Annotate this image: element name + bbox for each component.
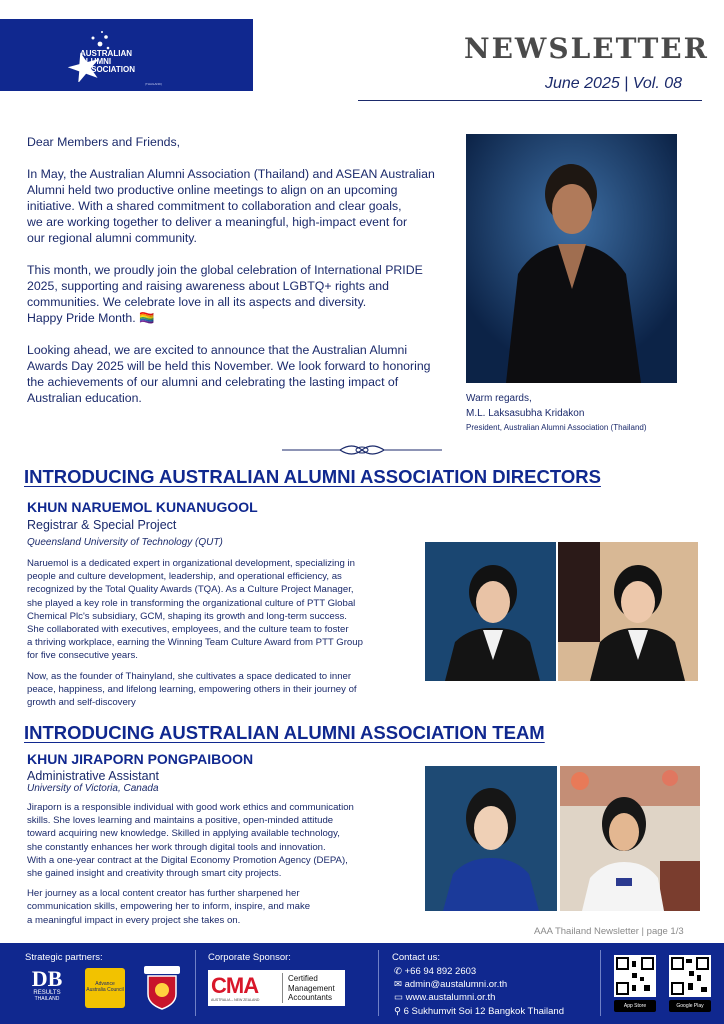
team-member-bio <box>27 801 402 927</box>
bio-line: Chemical Plc's subsidiary, GCM, shaping its growth and long-term success. <box>27 610 347 622</box>
logo-subtitle: (THAILAND) <box>145 82 162 86</box>
web-icon: ▭ <box>394 992 403 1004</box>
phone-number: +66 94 892 2603 <box>404 966 477 977</box>
bio-line: for five consecutive years. <box>27 650 138 662</box>
bio-line: a meaningful impact in every project she takes on. <box>27 914 241 926</box>
bio-line: recognized by the Total Quality Awards (TQA). As a Culture Project Manager, <box>27 584 354 596</box>
footer-divider <box>378 950 379 1016</box>
team-member-role: Administrative Assistant <box>27 769 159 783</box>
director-photo-2 <box>558 542 698 681</box>
cma-mark-sub: AUSTRALIA – NEW ZEALAND <box>211 998 260 1002</box>
team-photo-1 <box>425 766 557 911</box>
newsletter-title: NEWSLETTER <box>464 32 709 65</box>
letter-line: Alumni held two productive online meetings to align on an upcoming <box>27 183 398 197</box>
phone-icon: ✆ <box>394 966 402 977</box>
bio-line: toward acquiring new knowledge. Skilled in applying available technology, <box>27 828 340 840</box>
cma-mark: CMA <box>211 973 259 998</box>
cma-text-line: Certified <box>288 974 318 983</box>
db-logo-sub2: THAILAND <box>34 996 60 1002</box>
letter-line: Awards Day 2025 will be held this November. We look forward to honoring <box>27 359 431 373</box>
db-logo-mark: DB <box>31 966 63 991</box>
letter-line: we are working together to deliver a meaningful, high-impact event for <box>27 215 408 229</box>
address-row <box>394 1005 564 1018</box>
db-logo-sub: RESULTS <box>33 990 61 996</box>
president-photo <box>466 134 677 383</box>
bio-line: communication skills, empowering her to inform, inspire, and make <box>27 901 311 913</box>
website: www.austalumni.or.th <box>405 992 496 1004</box>
director-name: KHUN NARUEMOL KUNANUGOOL <box>27 499 258 515</box>
web-row[interactable] <box>394 991 564 1004</box>
bio-line: With a one-year contract at the Digital Economy Promotion Agency (DEPA), <box>27 854 348 866</box>
director-university: Queensland University of Technology (QUT) <box>27 537 223 548</box>
signer-name: M.L. Laksasubha Kridakon <box>466 408 585 419</box>
qr-code-icon[interactable] <box>614 955 656 997</box>
bio-line: She collaborated with executives, employees, and the culture team to foster <box>27 624 349 636</box>
letter-greeting: Dear Members and Friends, <box>27 135 181 149</box>
letter-line: Looking ahead, we are excited to announce that the Australian Alumni <box>27 343 408 357</box>
cma-text-line: Management <box>288 983 335 993</box>
bio-line: Now, as the founder of Thainyland, she cultivates a space dedicated to inner <box>27 670 352 682</box>
team-member-name: KHUN JIRAPORN PONGPAIBOON <box>27 751 254 767</box>
db-results-logo <box>24 968 70 1010</box>
logo-wordmark: AUSTRALIAN ALUMNI ASSOCIATION <box>80 49 135 74</box>
partner-logo-text: Advance Australia Council <box>86 981 124 993</box>
bio-line: Naruemol is a dedicated expert in organizational development, specializing in <box>27 558 355 569</box>
cma-text-line: Accountants <box>288 993 333 1002</box>
issue-date: June 2025 | Vol. 08 <box>545 75 682 92</box>
bio-line: skills. She loves learning and maintains a positive, open-minded attitude <box>27 815 334 827</box>
school-crest-logo <box>142 966 182 1010</box>
footer-divider <box>195 950 196 1016</box>
email-address: admin@austalumni.or.th <box>404 979 508 991</box>
contact-label: Contact us: <box>392 952 441 963</box>
bio-line: Jiraporn is a responsible individual with good work ethics and communication <box>27 802 354 813</box>
bio-line: growth and self-discovery <box>27 697 136 709</box>
director-photo-1 <box>425 542 556 681</box>
qr-code-icon[interactable] <box>669 955 711 997</box>
partners-label: Strategic partners: <box>25 952 103 963</box>
team-heading: INTRODUCING AUSTRALIAN ALUMNI ASSOCIATION TEAM <box>24 722 545 743</box>
signoff: Warm regards, <box>466 393 532 404</box>
bio-line: she played a key role in transforming the organizational culture of PTT Global <box>27 597 356 609</box>
app-store-badge[interactable]: App Store <box>614 1000 656 1012</box>
letter-line: In May, the Australian Alumni Association (Thailand) and ASEAN Australian <box>27 167 435 181</box>
bio-line: people and culture development, leadership, and operational efficiency, as <box>27 571 342 583</box>
letter-line: our regional alumni community. <box>27 231 197 245</box>
cma-sponsor-logo <box>208 970 345 1006</box>
address: 6 Sukhumvit Soi 12 Bangkok Thailand <box>403 1005 564 1017</box>
letter-line: This month, we proudly join the global celebration of International PRIDE <box>27 263 423 277</box>
sponsor-label: Corporate Sponsor: <box>208 952 291 963</box>
bio-line: peace, happiness, and lifelong learning, empowering others in their journey of <box>27 683 357 695</box>
letter-line: communities. We celebrate love in all its aspects and diversity. <box>27 295 367 309</box>
letter-line: 2025, supporting and raising awareness about LGBTQ+ rights and <box>27 279 389 293</box>
mail-icon: ✉ <box>394 979 402 991</box>
header-rule <box>358 100 702 101</box>
bio-line: a thriving workplace, earning the Winning Team Culture Award from PTT Group <box>27 637 363 649</box>
letter-line: Happy Pride Month. 🏳️‍🌈 <box>27 311 155 325</box>
page-label: AAA Thailand Newsletter | page 1/3 <box>534 926 684 937</box>
email-row[interactable] <box>394 978 564 991</box>
phone-row[interactable] <box>394 965 564 978</box>
team-photo-2 <box>560 766 700 911</box>
advance-australia-logo <box>85 968 125 1008</box>
signer-title: President, Australian Alumni Association (Thailand) <box>466 423 647 432</box>
cma-divider <box>282 973 283 1003</box>
bio-line: she constantly enhances her work through digital tools and innovation. <box>27 841 326 853</box>
team-member-university: University of Victoria, Canada <box>27 783 159 794</box>
letter-line: initiative. With a shared commitment to collaboration and clear goals, <box>27 199 402 213</box>
letter-line: the achievements of our alumni and celebrating the lasting impact of <box>27 375 399 389</box>
director-bio <box>27 557 402 709</box>
ornament-divider <box>282 442 442 458</box>
location-icon: ⚲ <box>394 1005 401 1017</box>
letter-line: Australian education. <box>27 391 142 405</box>
bio-line: she gained insight and creativity through smart city projects. <box>27 868 282 880</box>
footer-divider <box>600 950 601 1016</box>
bio-line: Her journey as a local content creator has further sharpened her <box>27 888 300 900</box>
directors-heading: INTRODUCING AUSTRALIAN ALUMNI ASSOCIATION DIRECTORS <box>24 466 601 487</box>
director-role: Registrar & Special Project <box>27 518 177 532</box>
contact-details <box>394 965 564 1018</box>
google-play-badge[interactable]: Google Play <box>669 1000 711 1012</box>
president-letter <box>27 134 447 406</box>
